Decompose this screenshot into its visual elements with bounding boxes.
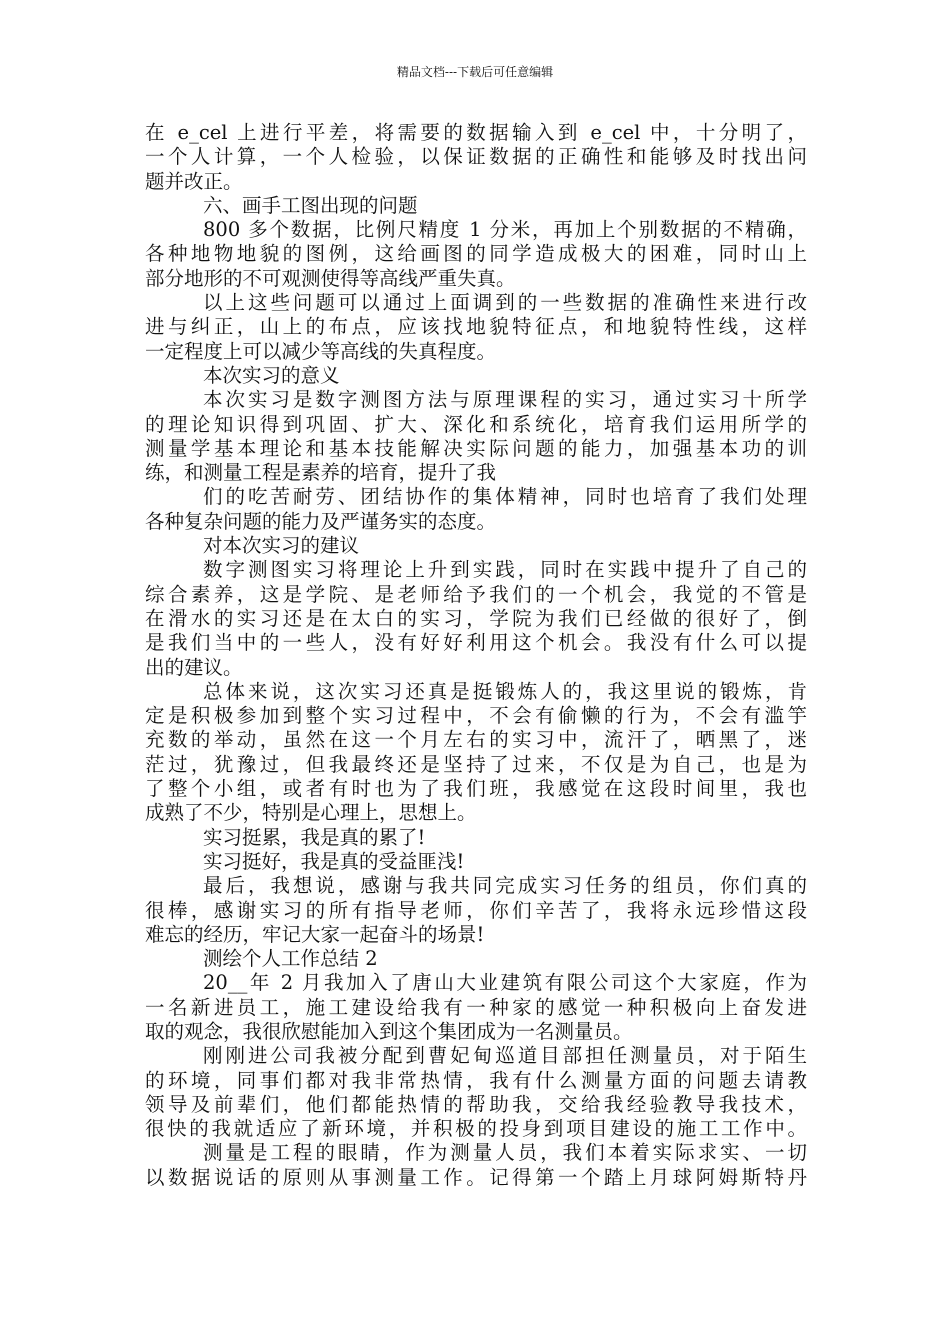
page-header: 精品文档---下载后可任意编辑 (396, 65, 554, 79)
text-line: 题并改正。 (145, 169, 243, 193)
text-line: 难忘的经历，牢记大家一起奋斗的场景! (145, 922, 485, 946)
text-line: 们的吃苦耐劳、团结协作的集体精神，同时也培育了我们处理 (203, 485, 807, 509)
text-line: 在滑水的实习还是在太白的实习，学院为我们已经做的很好了，倒 (145, 606, 807, 630)
text-line: 在 e_cel 上进行平差，将需要的数据输入到 e_cel 中，十分明了， (145, 121, 807, 144)
text-line: 各种复杂问题的能力及严谨务实的态度。 (145, 509, 497, 533)
text-line: 充数的举动，虽然在这一个月左右的实习中，流汗了，晒黑了，迷 (145, 728, 807, 752)
text-line: 了整个小组，或者有时也为了我们班，我感觉在这段时间里，我也 (145, 777, 807, 801)
text-line: 以上这些问题可以通过上面调到的一些数据的准确性来进行改 (203, 291, 807, 315)
text-line: 数字测图实习将理论上升到实践，同时在实践中提升了自己的 (203, 558, 807, 582)
text-line: 定是积极参加到整个实习过程中，不会有偷懒的行为，不会有滥竽 (145, 704, 807, 728)
text-line: 一名新进员工，施工建设给我有一种家的感觉一种积极向上奋发进 (145, 995, 807, 1019)
text-line: 的理论知识得到巩固、扩大、深化和系统化，培育我们运用所学的 (145, 412, 807, 436)
text-line: 实习挺累，我是真的累了! (203, 825, 426, 849)
text-line: 测量学基本理论和基本技能解决实际问题的能力，加强基本功的训 (145, 436, 807, 460)
text-line: 测量是工程的眼睛，作为测量人员，我们本着实际求实、一切 (203, 1141, 807, 1165)
text-line: 综合素养，这是学院、是老师给予我们的一个机会，我觉的不管是 (145, 582, 807, 606)
text-line: 刚刚进公司我被分配到曹妃甸巡道目部担任测量员，对于陌生 (203, 1044, 807, 1068)
text-line: 进与纠正，山上的布点，应该找地貌特征点，和地貌特性线，这样 (145, 315, 807, 339)
text-line: 本次实习的意义 (203, 363, 340, 387)
text-line: 练，和测量工程是素养的培育，提升了我 (145, 461, 497, 485)
text-line: 六、画手工图出现的问题 (203, 193, 418, 217)
text-line: 的环境，同事们都对我非常热情，我有什么测量方面的问题去请教 (145, 1068, 807, 1092)
text-line: 取的观念，我很欣慰能加入到这个集团成为一名测量员。 (145, 1019, 633, 1043)
document-body (145, 121, 807, 1190)
text-line: 各种地物地貌的图例，这给画图的同学造成极大的困难，同时山上 (145, 242, 807, 266)
text-line: 一个人计算，一个人检验，以保证数据的正确性和能够及时找出问 (145, 145, 807, 169)
text-line: 以数据说话的原则从事测量工作。记得第一个踏上月球阿姆斯特丹 (145, 1165, 807, 1189)
text-line: 一定程度上可以减少等高线的失真程度。 (145, 339, 497, 363)
text-line: 对本次实习的建议 (203, 534, 360, 558)
text-line: 测绘个人工作总结 2 (203, 947, 378, 971)
text-line: 20__年 2 月我加入了唐山大业建筑有限公司这个大家庭，作为 (203, 971, 807, 995)
text-line: 总体来说，这次实习还真是挺锻炼人的，我这里说的锻炼，肯 (203, 679, 807, 703)
text-line: 出的建议。 (145, 655, 243, 679)
text-line: 茫过，犹豫过，但我最终还是坚持了过来，不仅是为自己，也是为 (145, 752, 807, 776)
text-line: 成熟了不少，特别是心理上，思想上。 (145, 801, 477, 825)
text-line: 本次实习是数字测图方法与原理课程的实习，通过实习十所学 (203, 388, 807, 412)
text-line: 领导及前辈们，他们都能热情的帮助我，交给我经验教导我技术， (145, 1092, 807, 1116)
text-line: 部分地形的不可观测使得等高线严重失真。 (145, 266, 516, 290)
text-line: 很棒，感谢实习的所有指导老师，你们辛苦了，我将永远珍惜这段 (145, 898, 807, 922)
text-line: 很快的我就适应了新环境，并积极的投身到项目建设的施工工作中。 (145, 1117, 807, 1141)
text-line: 实习挺好，我是真的受益匪浅! (203, 849, 465, 873)
text-line: 最后，我想说，感谢与我共同完成实习任务的组员，你们真的 (203, 874, 807, 898)
text-line: 是我们当中的一些人，没有好好利用这个机会。我没有什么可以提 (145, 631, 807, 655)
text-line: 800 多个数据，比例尺精度 1 分米，再加上个别数据的不精确， (203, 218, 807, 242)
